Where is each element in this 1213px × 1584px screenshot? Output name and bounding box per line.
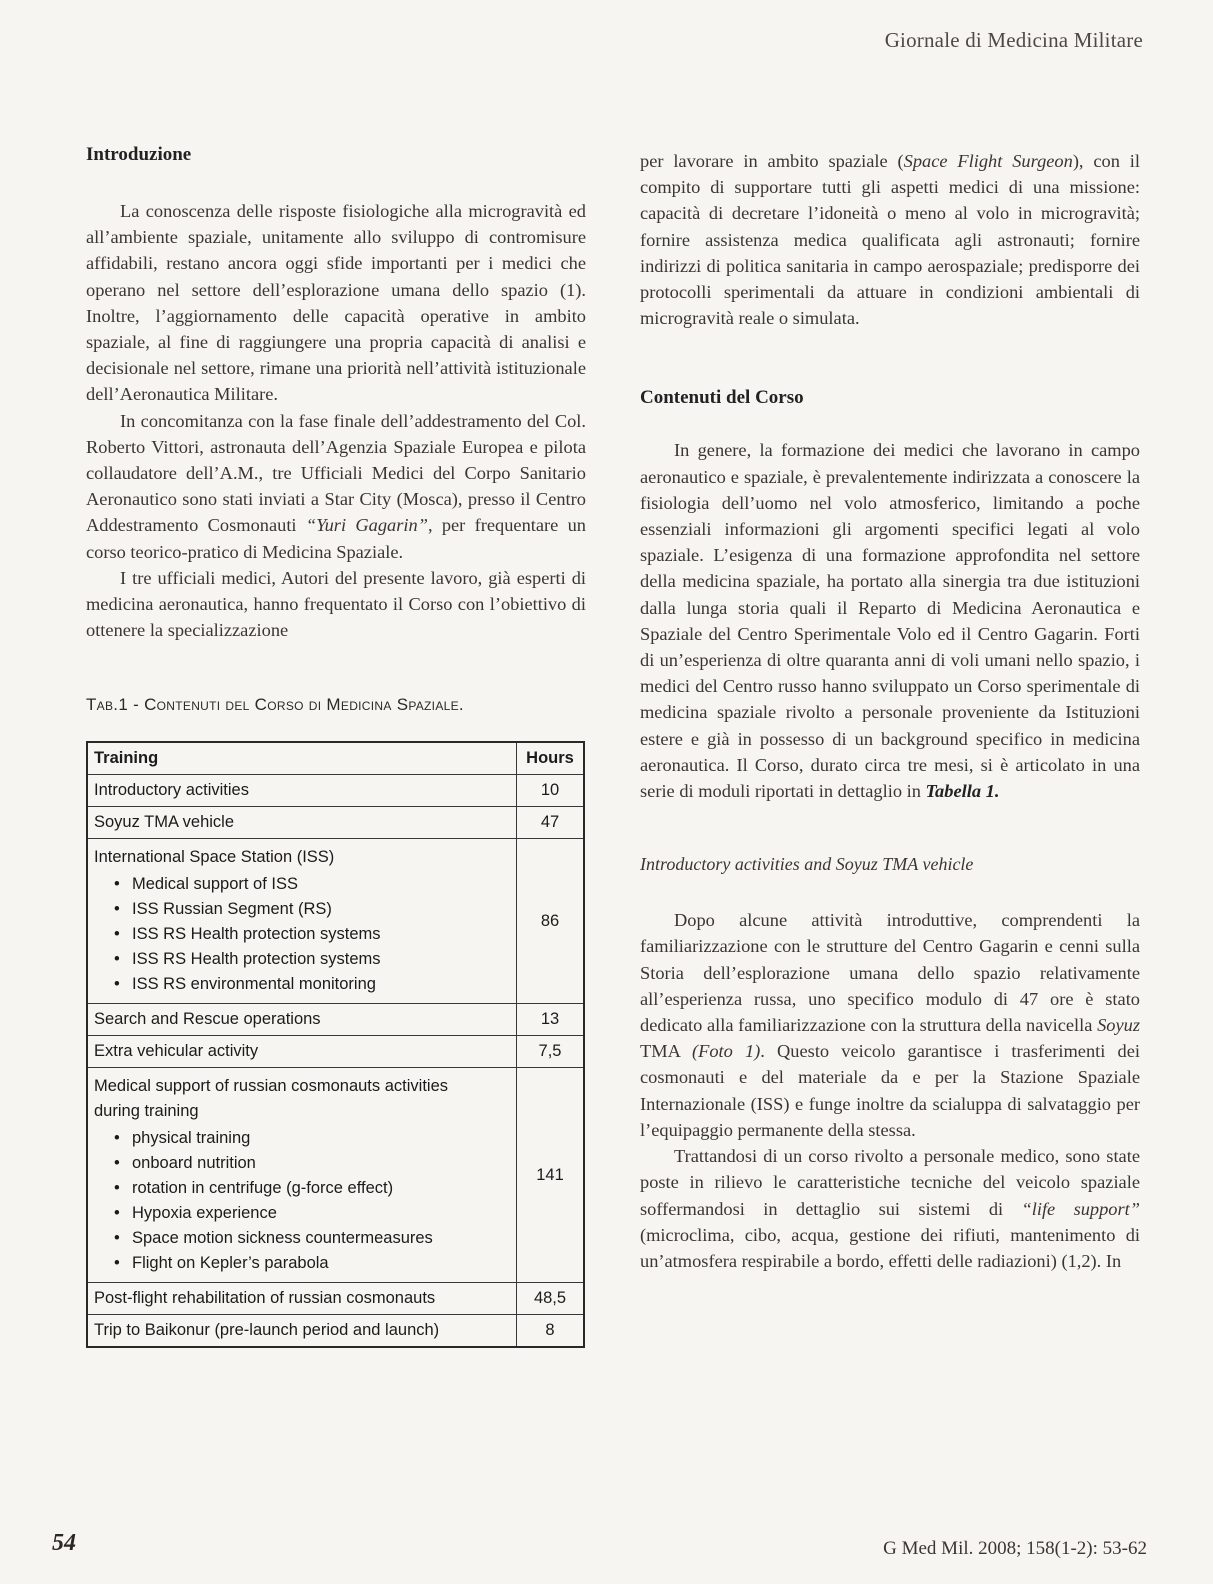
continued-paragraph: per lavorare in ambito spaziale (Space Flight Surgeon), con il compito di supportare tutti gli aspetti medici di una missione: capacità di decretare l’idoneità o meno al volo in microgravità; fornire assistenza medica qualificata agli astronauti; fornire indirizzi di politica sanitaria in campo aerospaziale; predisporre dei protocolli sperimentali da attuare in condizioni ambientali di microgravità reale o simulata.: [640, 151, 1140, 329]
row-hours: 47: [517, 807, 585, 839]
table-row: [87, 1068, 584, 1283]
table-row: [87, 839, 584, 1004]
list-item: • Hypoxia experience: [132, 1201, 510, 1226]
list-item: • onboard nutrition: [132, 1151, 510, 1176]
row-title: Extra vehicular activity: [87, 1036, 517, 1068]
soyuz-paragraph-2: Trattandosi di un corso rivolto a personale medico, sono state poste in rilievo le caratteristiche tecniche del veicolo spaziale soffermandosi in dettaglio sui sistemi di “life support” (microclima, cibo, acqua, gestione dei rifiuti, mantenimento di un’atmosfera respirabile a bordo, effetti delle radiazioni) (1,2). In: [640, 1146, 1140, 1271]
intro-paragraph-3: I tre ufficiali medici, Autori del presente lavoro, già esperti di medicina aeronautica, hanno frequentato il Corso con l’obiettivo di ottenere la specializzazione: [86, 567, 586, 641]
row-title-block: [87, 839, 517, 1004]
row-hours: 8: [517, 1315, 585, 1348]
row-title-block: [87, 1068, 517, 1283]
journal-citation: G Med Mil. 2008; 158(1-2): 53-62: [883, 1538, 1147, 1559]
row-title: Soyuz TMA vehicle: [87, 807, 517, 839]
row-title: Search and Rescue operations: [87, 1004, 517, 1036]
row-title: Post-flight rehabilitation of russian cosmonauts: [87, 1283, 517, 1315]
table-row: [87, 1004, 584, 1036]
list-item: • Medical support of ISS: [132, 872, 510, 897]
soyuz-paragraph-1: Dopo alcune attività introduttive, comprendenti la familiarizzazione con le strutture del Centro Gagarin e cenni sulla Storia dell’esplorazione umana dello spazio relativamente all’esperienza russa, uno specifico modulo di 47 ore è stato dedicato alla familiarizzazione con la struttura della navicella Soyuz TMA (Foto 1). Questo veicolo garantisce i trasferimenti dei cosmonauti e del materiale da e per la Stazione Spaziale Internazionale (ISS) e funge inoltre da scialuppa di salvataggio per l’equipaggio permanente della stessa.: [640, 910, 1140, 1140]
subsection-heading: Introductory activities and Soyuz TMA vehicle: [640, 854, 974, 875]
section-heading-introduzione: Introduzione: [86, 144, 192, 165]
row-title: Trip to Baikonur (pre-launch period and launch): [87, 1315, 517, 1348]
intro-paragraph-1: La conoscenza delle risposte fisiologiche alla microgravità ed all’ambiente spaziale, unitamente allo sviluppo di contromisure affidabili, restano ancora oggi sfide importanti per i medici che operano nel settore dell’esplorazione umana dello spazio (1). Inoltre, l’aggiornamento delle capacità operative in ambito spaziale, al fine di raggiungere una propria capacità di analisi e decisionale nel settore, rimane una priorità nell’attività istituzionale dell’Aeronautica Militare.: [86, 201, 586, 405]
space-flight-surgeon: Space Flight Surgeon: [903, 151, 1073, 171]
intro-paragraph-2: In concomitanza con la fase finale dell’addestramento del Col. Roberto Vittori, astronauta dell’Agenzia Spaziale Europea e pilota collaudatore dell’A.M., tre Ufficiali Medici del Corpo Sanitario Aeronautico sono stati inviati a Star City (Mosca), presso il Centro Addestramento Cosmonauti “Yuri Gagarin”, per frequentare un corso teorico-pratico di Medicina Spaziale.: [86, 410, 587, 562]
running-head: Giornale di Medicina Militare: [884, 28, 1143, 52]
row-hours: 13: [517, 1004, 585, 1036]
list-item: • rotation in centrifuge (g-force effect): [132, 1176, 510, 1201]
list-item: • ISS RS Health protection systems: [132, 947, 510, 972]
table-row: [87, 807, 584, 839]
life-support-term: “life support”: [1021, 1198, 1140, 1219]
col-header-hours: Hours: [517, 742, 585, 775]
gagarin-name: “Yuri Gagarin”: [305, 515, 428, 536]
list-item: • physical training: [132, 1126, 510, 1151]
table-row: [87, 1036, 584, 1068]
table-row: [87, 1315, 584, 1348]
table-row: [87, 1283, 584, 1315]
col-header-training: Training: [87, 742, 517, 775]
row-hours: 10: [517, 775, 585, 807]
table-header-row: [87, 742, 584, 775]
contenuti-paragraph-1: In genere, la formazione dei medici che lavorano in campo aeronautico e spaziale, è prevalentemente indirizzata a conoscere la fisiologia dell’uomo nel volo atmosferico, limitando a poche essenziali informazioni gli argomenti specifici legati al volo spaziale. L’esigenza di una formazione approfondita nel settore della medicina spaziale, ha portato alla sinergia tra due istituzioni dalla lunga storia quali il Reparto di Medicina Aeronautica e Spaziale del Centro Sperimentale Volo ed il Centro Gagarin. Forti di un’esperienza di oltre quaranta anni di voli umani nello spazio, i medici del Centro russo hanno sviluppato un Corso sperimentale di medicina spaziale rivolto a personale proveniente da Istituzioni estere e già in possesso di un background specifico in medicina aeronautica. Il Corso, durato circa tre mesi, si è articolato in una serie di moduli riportati in dettaglio in Tabella 1.: [640, 440, 1140, 802]
list-item: • Flight on Kepler’s parabola: [132, 1251, 510, 1276]
section-heading-contenuti: Contenuti del Corso: [640, 387, 804, 409]
table-row: [87, 775, 584, 807]
right-column: [640, 148, 1140, 1274]
row-title: Introductory activities: [87, 775, 517, 807]
row-hours: 48,5: [517, 1283, 585, 1315]
row-title: Medical support of russian cosmonauts activities: [94, 1077, 448, 1096]
course-contents-table: [86, 741, 585, 1348]
list-item: • ISS RS Health protection systems: [132, 922, 510, 947]
row-hours: 7,5: [517, 1036, 585, 1068]
row-item-list: [94, 1126, 510, 1276]
left-column: [86, 144, 586, 1348]
list-item: • ISS RS environmental monitoring: [132, 972, 510, 997]
photo-reference: (Foto 1): [691, 1041, 761, 1062]
row-title: International Space Station (ISS): [94, 848, 335, 867]
list-item: • ISS Russian Segment (RS): [132, 897, 510, 922]
row-hours: 141: [517, 1068, 585, 1283]
table-caption: Tab.1 - Contenuti del Corso di Medicina Spaziale.: [86, 695, 464, 715]
row-hours: 86: [517, 839, 585, 1004]
page-number: 54: [52, 1530, 76, 1556]
list-item: • Space motion sickness countermeasures: [132, 1226, 510, 1251]
row-title-cont: during training: [94, 1102, 199, 1121]
row-item-list: [94, 872, 510, 997]
table-reference: Tabella 1.: [925, 781, 1000, 802]
